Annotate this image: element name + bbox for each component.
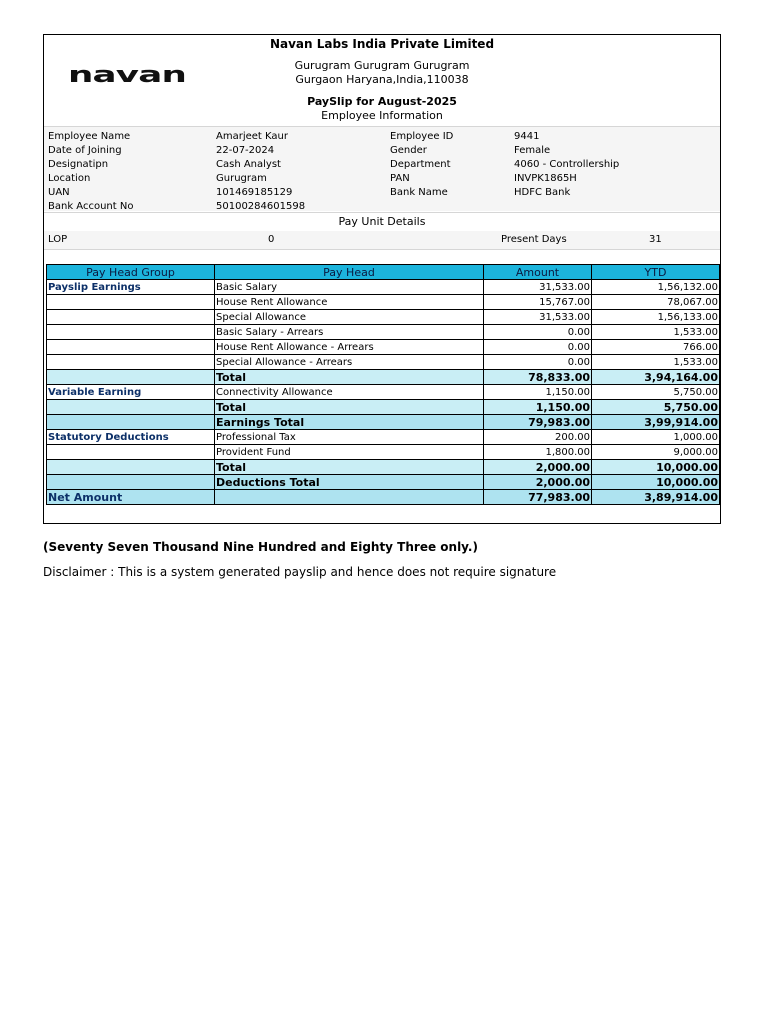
- amount-cell: 31,533.00: [484, 310, 592, 325]
- ytd-cell: 9,000.00: [592, 445, 720, 460]
- employee-info-grid: [44, 127, 720, 211]
- employee-info-title: Employee Information: [44, 109, 720, 127]
- amount-cell: 2,000.00: [484, 460, 592, 475]
- info-value: 50100284601598: [216, 201, 306, 212]
- pay-head-cell: Total: [215, 370, 484, 385]
- disclaimer: Disclaimer : This is a system generated payslip and hence does not require signature: [43, 565, 557, 579]
- ytd-cell: 1,533.00: [592, 325, 720, 340]
- pay-head-cell: House Rent Allowance - Arrears: [215, 340, 484, 355]
- pay-head-group-cell: [47, 340, 215, 355]
- info-label: Date of Joining: [48, 145, 122, 156]
- present-days-label: Present Days: [501, 234, 567, 245]
- pay-head-group-cell: Net Amount: [47, 490, 215, 505]
- company-address-line1: Gurugram Gurugram Gurugram: [294, 59, 470, 72]
- pay-head-cell: House Rent Allowance: [215, 295, 484, 310]
- info-value: INVPK1865H: [514, 173, 577, 184]
- ytd-cell: 1,56,133.00: [592, 310, 720, 325]
- pay-head-cell: Provident Fund: [215, 445, 484, 460]
- ytd-cell: 5,750.00: [592, 400, 720, 415]
- net-amount-row: [47, 490, 720, 505]
- pay-head-cell: Deductions Total: [215, 475, 484, 490]
- amount-cell: 0.00: [484, 355, 592, 370]
- amount-cell: 79,983.00: [484, 415, 592, 430]
- pay-table-body: [47, 280, 720, 505]
- pay-head-group-cell: [47, 295, 215, 310]
- info-label: UAN: [48, 187, 70, 198]
- pay-head-cell: Professional Tax: [215, 430, 484, 445]
- pay-head-group-cell: Statutory Deductions: [47, 430, 215, 445]
- company-name: Navan Labs India Private Limited: [269, 37, 495, 51]
- amount-in-words: (Seventy Seven Thousand Nine Hundred and Eighty Three only.): [43, 540, 478, 554]
- pay-head-group-cell: [47, 475, 215, 490]
- amount-cell: 78,833.00: [484, 370, 592, 385]
- payslip-frame: [43, 34, 721, 524]
- pay-head-group-cell: Payslip Earnings: [47, 280, 215, 295]
- pay-head-cell: Basic Salary - Arrears: [215, 325, 484, 340]
- logo-text: navan: [68, 65, 186, 85]
- total-row: [47, 415, 720, 430]
- amount-cell: 1,800.00: [484, 445, 592, 460]
- ytd-cell: 1,56,132.00: [592, 280, 720, 295]
- info-label: Gender: [390, 145, 427, 156]
- table-row: [47, 340, 720, 355]
- table-row: [47, 430, 720, 445]
- info-value: Cash Analyst: [216, 159, 281, 170]
- col-header-ytd: YTD: [592, 265, 720, 280]
- amount-cell: 31,533.00: [484, 280, 592, 295]
- info-label: Employee Name: [48, 131, 131, 142]
- ytd-cell: 3,89,914.00: [592, 490, 720, 505]
- info-label: PAN: [390, 173, 410, 184]
- pay-head-cell: Special Allowance - Arrears: [215, 355, 484, 370]
- ytd-cell: 10,000.00: [592, 460, 720, 475]
- info-value: 4060 - Controllership: [514, 159, 620, 170]
- ytd-cell: 10,000.00: [592, 475, 720, 490]
- pay-head-group-cell: [47, 415, 215, 430]
- table-row: [47, 355, 720, 370]
- pay-head-group-cell: [47, 325, 215, 340]
- pay-table: [46, 264, 720, 505]
- info-row: [44, 159, 720, 173]
- col-header-pay-head-group: Pay Head Group: [47, 265, 215, 280]
- pay-head-cell: [215, 490, 484, 505]
- info-row: [44, 173, 720, 187]
- pay-unit-title: Pay Unit Details: [44, 212, 720, 232]
- info-value: 9441: [514, 131, 540, 142]
- info-row: [44, 187, 720, 201]
- company-address-line2: Gurgaon Haryana,India,110038: [295, 73, 469, 86]
- ytd-cell: 3,99,914.00: [592, 415, 720, 430]
- table-row: [47, 325, 720, 340]
- pay-head-cell: Connectivity Allowance: [215, 385, 484, 400]
- pay-head-cell: Special Allowance: [215, 310, 484, 325]
- info-label: Bank Account No: [48, 201, 134, 212]
- pay-head-group-cell: [47, 400, 215, 415]
- pay-head-group-cell: [47, 445, 215, 460]
- total-row: [47, 400, 720, 415]
- pay-head-group-cell: [47, 370, 215, 385]
- info-value: 22-07-2024: [216, 145, 275, 156]
- info-row: [44, 145, 720, 159]
- pay-head-cell: Earnings Total: [215, 415, 484, 430]
- lop-value: 0: [268, 234, 275, 245]
- amount-cell: 0.00: [484, 325, 592, 340]
- payslip-title: PaySlip for August-2025: [307, 95, 457, 108]
- amount-cell: 15,767.00: [484, 295, 592, 310]
- amount-cell: 200.00: [484, 430, 592, 445]
- info-value: Amarjeet Kaur: [216, 131, 288, 142]
- info-label: Employee ID: [390, 131, 454, 142]
- info-label: Department: [390, 159, 451, 170]
- pay-head-group-cell: Variable Earning: [47, 385, 215, 400]
- table-row: [47, 385, 720, 400]
- amount-cell: 1,150.00: [484, 385, 592, 400]
- amount-cell: 77,983.00: [484, 490, 592, 505]
- total-row: [47, 460, 720, 475]
- ytd-cell: 3,94,164.00: [592, 370, 720, 385]
- total-row: [47, 370, 720, 385]
- pay-head-cell: Total: [215, 400, 484, 415]
- table-row: [47, 280, 720, 295]
- ytd-cell: 1,000.00: [592, 430, 720, 445]
- info-label: Bank Name: [390, 187, 448, 198]
- amount-cell: 2,000.00: [484, 475, 592, 490]
- present-days-value: 31: [649, 234, 662, 245]
- col-header-amount: Amount: [484, 265, 592, 280]
- ytd-cell: 766.00: [592, 340, 720, 355]
- total-row: [47, 475, 720, 490]
- pay-head-group-cell: [47, 310, 215, 325]
- pay-head-group-cell: [47, 355, 215, 370]
- table-row: [47, 295, 720, 310]
- pay-head-group-cell: [47, 460, 215, 475]
- table-row: [47, 310, 720, 325]
- table-row: [47, 445, 720, 460]
- info-label: Designatipn: [48, 159, 109, 170]
- ytd-cell: 5,750.00: [592, 385, 720, 400]
- info-value: Female: [514, 145, 551, 156]
- pay-head-cell: Basic Salary: [215, 280, 484, 295]
- info-label: Location: [48, 173, 91, 184]
- info-value: 101469185129: [216, 187, 293, 198]
- pay-unit-row: [44, 231, 720, 250]
- amount-cell: 0.00: [484, 340, 592, 355]
- pay-table-header: [47, 265, 720, 280]
- ytd-cell: 78,067.00: [592, 295, 720, 310]
- info-value: Gurugram: [216, 173, 267, 184]
- pay-head-cell: Total: [215, 460, 484, 475]
- col-header-pay-head: Pay Head: [215, 265, 484, 280]
- amount-cell: 1,150.00: [484, 400, 592, 415]
- lop-label: LOP: [48, 234, 68, 245]
- ytd-cell: 1,533.00: [592, 355, 720, 370]
- info-row: [44, 131, 720, 145]
- info-value: HDFC Bank: [514, 187, 571, 198]
